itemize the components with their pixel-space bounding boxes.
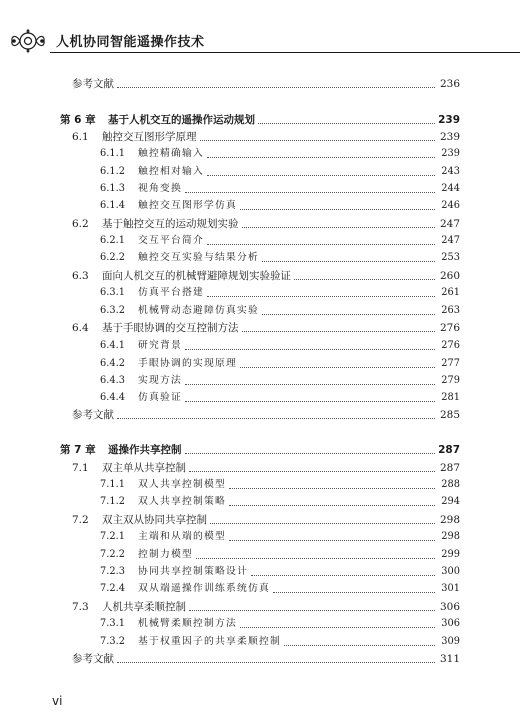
dot-leader <box>196 558 435 559</box>
dot-leader <box>185 349 435 350</box>
toc-entry-page-number: 239 <box>438 114 460 126</box>
toc-entry-number: 6.2 <box>72 218 89 230</box>
toc-entry-section[interactable] <box>72 599 460 615</box>
toc-entry-number: 6.4.2 <box>100 358 125 369</box>
toc-entry-page-number: 309 <box>441 636 460 647</box>
toc-entry-section[interactable] <box>72 216 460 232</box>
toc-entry-number: 7.2.1 <box>100 531 125 542</box>
toc-entry-title: 参考文献 <box>72 78 114 90</box>
toc-entry-page-number: 299 <box>441 549 460 560</box>
toc-entry-sub[interactable] <box>100 303 460 319</box>
toc-entry-title: 双从端遥操作训练系统仿真 <box>138 583 270 594</box>
toc-entry-number: 6.4.3 <box>100 375 125 386</box>
dot-leader <box>207 296 435 297</box>
toc-entry-page-number: 260 <box>439 270 460 282</box>
toc-entry-title: 基于触控交互的运动规划实验 <box>102 218 239 230</box>
toc-entry-number: 6.1.3 <box>100 183 125 194</box>
toc-entry-number: 6.2.2 <box>100 252 125 263</box>
dot-leader <box>258 123 435 124</box>
dot-leader <box>262 314 435 315</box>
toc-entry-title: 手眼协调的实现原理 <box>138 358 237 369</box>
toc-entry-page-number: 298 <box>441 531 460 542</box>
toc-entry-number: 7.3.2 <box>100 636 125 647</box>
dot-leader <box>207 244 435 245</box>
dot-leader <box>185 384 435 385</box>
dot-leader <box>117 418 435 419</box>
toc-entry-number: 6.4.1 <box>100 340 125 351</box>
dot-leader <box>294 279 435 280</box>
toc-entry-page-number: 277 <box>441 358 460 369</box>
dot-leader <box>273 592 435 593</box>
toc-entry-sub[interactable] <box>100 564 460 580</box>
dot-leader <box>240 367 435 368</box>
dot-leader <box>229 540 435 541</box>
dot-leader <box>185 192 435 193</box>
toc-entry-sub[interactable] <box>100 198 460 214</box>
toc-entry-section[interactable] <box>72 129 460 145</box>
toc-entry-sub[interactable] <box>100 494 460 510</box>
toc-entry-title: 双主双从协同共享控制 <box>102 514 207 526</box>
toc-entry-number: 第 7 章 <box>60 444 96 456</box>
toc-entry-references[interactable] <box>72 651 460 667</box>
toc-entry-sub[interactable] <box>100 373 460 389</box>
toc-entry-number: 6.2.1 <box>100 235 125 246</box>
toc-entry-section[interactable] <box>72 320 460 336</box>
toc-entry-title: 触控精确输入 <box>138 148 204 159</box>
toc-entry-sub[interactable] <box>100 529 460 545</box>
toc-entry-page-number: 281 <box>441 392 460 403</box>
toc-entry-sub[interactable] <box>100 164 460 180</box>
toc-entry-section[interactable] <box>72 268 460 284</box>
toc-entry-sub[interactable] <box>100 146 460 162</box>
dot-leader <box>229 488 435 489</box>
toc-entry-section[interactable] <box>72 460 460 476</box>
toc-entry-references[interactable] <box>72 407 460 423</box>
toc-entry-title: 基于人机交互的遥操作运动规划 <box>108 114 255 126</box>
dot-leader <box>117 87 435 88</box>
toc-entry-title: 研究背景 <box>138 340 182 351</box>
toc-entry-page-number: 247 <box>439 218 460 230</box>
toc-entry-page-number: 298 <box>439 514 460 526</box>
toc-entry-page-number: 306 <box>439 601 460 613</box>
toc-entry-page-number: 300 <box>441 566 460 577</box>
toc-entry-title: 触控交互图形学仿真 <box>138 200 237 211</box>
dot-leader <box>240 209 435 210</box>
toc-entry-title: 双人共享控制模型 <box>138 479 226 490</box>
toc-entry-page-number: 288 <box>441 479 460 490</box>
toc-entry-number: 6.3.1 <box>100 287 125 298</box>
toc-entry-page-number: 306 <box>441 618 460 629</box>
toc-entry-title: 基于手眼协调的交互控制方法 <box>102 322 239 334</box>
toc-entry-sub[interactable] <box>100 390 460 406</box>
toc-entry-sub[interactable] <box>100 477 460 493</box>
toc-entry-sub[interactable] <box>100 181 460 197</box>
toc-entry-title: 控制力模型 <box>138 549 193 560</box>
dot-leader <box>189 471 435 472</box>
toc-entry-page-number: 279 <box>441 375 460 386</box>
toc-entry-page-number: 239 <box>439 131 460 143</box>
running-header-title: 人机协同智能遥操作技术 <box>56 35 205 50</box>
toc-entry-chapter[interactable] <box>60 112 460 128</box>
toc-entry-title: 主端和从端的模型 <box>138 531 226 542</box>
toc-entry-sub[interactable] <box>100 233 460 249</box>
toc-entry-title: 仿真验证 <box>138 392 182 403</box>
toc-entry-title: 遥操作共享控制 <box>108 444 182 456</box>
toc-entry-title: 视角变换 <box>138 183 182 194</box>
toc-entry-page-number: 311 <box>439 653 460 665</box>
toc-entry-number: 6.3 <box>72 270 89 282</box>
toc-entry-number: 7.1.1 <box>100 479 125 490</box>
dot-leader <box>185 453 436 454</box>
toc-entry-references[interactable] <box>72 76 460 92</box>
toc-entry-title: 触控相对输入 <box>138 166 204 177</box>
toc-entry-number: 6.1.4 <box>100 200 125 211</box>
toc-entry-number: 6.4 <box>72 322 89 334</box>
toc-entry-title: 参考文献 <box>72 409 114 421</box>
toc-entry-sub[interactable] <box>100 356 460 372</box>
dot-leader <box>242 227 436 228</box>
toc-entry-page-number: 276 <box>439 322 460 334</box>
toc-entry-page-number: 287 <box>438 444 460 456</box>
toc-entry-title: 参考文献 <box>72 653 114 665</box>
toc-entry-number: 6.1 <box>72 131 89 143</box>
toc-entry-number: 7.1.2 <box>100 496 125 507</box>
toc-entry-title: 仿真平台搭建 <box>138 287 204 298</box>
dot-leader <box>242 331 436 332</box>
toc-entry-section[interactable] <box>72 512 460 528</box>
ornament-crest-icon <box>8 26 48 56</box>
dot-leader <box>117 662 435 663</box>
dot-leader <box>207 157 435 158</box>
running-header <box>0 0 520 58</box>
toc-entry-title: 双人共享控制策略 <box>138 496 226 507</box>
toc-entry-title: 面向人机交互的机械臂避障规划实验验证 <box>102 270 291 282</box>
toc-entry-page-number: 247 <box>441 235 460 246</box>
toc-entry-chapter[interactable] <box>60 442 460 458</box>
toc-entry-page-number: 236 <box>439 78 460 90</box>
toc-entry-page-number: 261 <box>441 287 460 298</box>
toc-entry-number: 6.1.1 <box>100 148 125 159</box>
toc-entry-page-number: 263 <box>441 305 460 316</box>
toc-entry-sub[interactable] <box>100 581 460 597</box>
dot-leader <box>240 627 435 628</box>
toc-entry-sub[interactable] <box>100 616 460 632</box>
toc-entry-page-number: 239 <box>441 148 460 159</box>
toc-entry-sub[interactable] <box>100 250 460 266</box>
dot-leader <box>207 175 435 176</box>
dot-leader <box>210 523 435 524</box>
toc-entry-number: 6.4.4 <box>100 392 125 403</box>
dot-leader <box>284 645 435 646</box>
dot-leader <box>189 610 435 611</box>
toc-entry-number: 7.2.2 <box>100 549 125 560</box>
toc-entry-title: 人机共享柔顺控制 <box>102 601 186 613</box>
toc-entry-title: 触控交互实验与结果分析 <box>138 252 259 263</box>
toc-entry-number: 7.1 <box>72 462 89 474</box>
header-rule <box>50 52 520 53</box>
toc-entry-title: 触控交互图形学原理 <box>102 131 197 143</box>
toc-entry-title: 交互平台简介 <box>138 235 204 246</box>
toc-entry-page-number: 287 <box>439 462 460 474</box>
toc-entry-title: 基于权重因子的共享柔顺控制 <box>138 636 281 647</box>
toc-entry-number: 6.1.2 <box>100 166 125 177</box>
toc-entry-title: 机械臂动态避障仿真实验 <box>138 305 259 316</box>
toc-entry-number: 7.2.4 <box>100 583 125 594</box>
toc-entry-page-number: 253 <box>441 252 460 263</box>
toc-entry-number: 6.3.2 <box>100 305 125 316</box>
toc-entry-sub[interactable] <box>100 634 460 650</box>
toc-entry-number: 7.3 <box>72 601 89 613</box>
toc-entry-number: 第 6 章 <box>60 114 96 126</box>
toc-entry-title: 实现方法 <box>138 375 182 386</box>
toc-entry-number: 7.2.3 <box>100 566 125 577</box>
toc-entry-page-number: 285 <box>439 409 460 421</box>
toc-entry-number: 7.3.1 <box>100 618 125 629</box>
toc-entry-title: 机械臂柔顺控制方法 <box>138 618 237 629</box>
toc-entry-page-number: 294 <box>441 496 460 507</box>
toc-entry-sub[interactable] <box>100 547 460 563</box>
toc-entry-title: 双主单从共享控制 <box>102 462 186 474</box>
toc-entry-page-number: 276 <box>441 340 460 351</box>
toc-entry-sub[interactable] <box>100 285 460 301</box>
page-folio: vi <box>52 694 63 708</box>
toc-entry-page-number: 246 <box>441 200 460 211</box>
dot-leader <box>229 505 435 506</box>
dot-leader <box>262 261 435 262</box>
toc-entry-page-number: 301 <box>441 583 460 594</box>
dot-leader <box>185 401 435 402</box>
toc-entry-page-number: 244 <box>441 183 460 194</box>
toc-entry-page-number: 243 <box>441 166 460 177</box>
toc-entry-title: 协同共享控制策略设计 <box>138 566 248 577</box>
toc-entry-number: 7.2 <box>72 514 89 526</box>
toc-entry-sub[interactable] <box>100 338 460 354</box>
dot-leader <box>200 140 436 141</box>
dot-leader <box>251 575 435 576</box>
